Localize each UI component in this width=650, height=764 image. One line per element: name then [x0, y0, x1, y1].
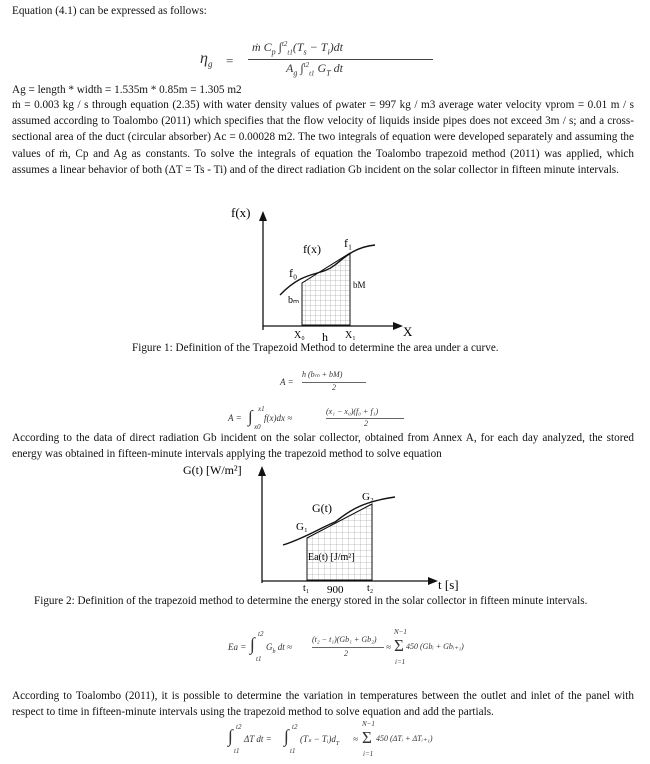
- area-eq-lhs: A =: [280, 377, 294, 387]
- integral-denominator: 2: [364, 419, 368, 428]
- integral-body: f(x)dx ≈: [264, 413, 293, 423]
- energy-sum-sign: Σ: [394, 636, 404, 655]
- figure-1-caption: Figure 1: Definition of the Trapezoid Method to determine the area under a curve.: [132, 342, 499, 354]
- temp-upper2: t2: [292, 723, 298, 731]
- energy-bar: [312, 647, 384, 648]
- x-axis-label: t [s]: [438, 577, 459, 592]
- bM-label: bM: [353, 280, 366, 290]
- energy-upper: t2: [258, 630, 264, 638]
- t1-label: t₁: [303, 583, 310, 594]
- temp-upper1: t2: [236, 723, 242, 731]
- temp-integral2-sign: ∫: [284, 726, 289, 746]
- energy-equation: [228, 628, 464, 674]
- integral-numerator: (x₁ − x₀)(f₀ + f₁): [326, 407, 379, 416]
- temp-lower1: t1: [234, 747, 240, 755]
- energy-numerator: (t₂ − t₁)(Gb₁ + Gb₂): [312, 635, 377, 644]
- temp-body2: $(T_s - Tᵢ)d_T$: [300, 734, 340, 747]
- integral-sign: ∫: [248, 407, 253, 426]
- x0-label: X₀: [294, 330, 305, 341]
- t2-label: t₂: [367, 583, 374, 594]
- f1-label: f₁: [344, 236, 353, 250]
- eq-equals: =: [226, 53, 234, 68]
- y-axis-label: f(x): [231, 205, 251, 220]
- temp-body1: ΔT dt =: [244, 734, 272, 744]
- x1-label: X₁: [345, 330, 356, 341]
- temp-integral1-sign: ∫: [228, 726, 233, 746]
- efficiency-equation: [190, 40, 450, 84]
- intro-text: Equation (4.1) can be expressed as follows:: [12, 5, 207, 17]
- energy-sum-bot: i=1: [395, 658, 406, 666]
- energy-denominator: 2: [344, 649, 348, 658]
- energy-eq-lhs: Ea =: [228, 642, 247, 652]
- area-eq-denominator: 2: [332, 383, 336, 392]
- y-axis-arrow-icon: [258, 466, 266, 476]
- g1-label: G₁: [296, 521, 308, 533]
- temp-sum-body: 450 (ΔTᵢ + ΔTᵢ₊₁): [376, 734, 433, 743]
- temperature-equation: [228, 722, 468, 762]
- interval-label: 900: [327, 584, 344, 595]
- y-axis-label: G(t) [W/m²]: [183, 463, 242, 477]
- paragraph-direct-radiation: According to the data of direct radiation Gb incident on the solar collector, obtained from Annex A, for each day analyzed, the stored energy was obtained in fifteen-minute intervals applying the trapezoid method to solve equation: [12, 432, 634, 461]
- integral-upper: x1: [258, 405, 265, 413]
- figure-2-caption: Figure 2: Definition of the trapezoid method to determine the energy stored in the solar collector in fifteen minute intervals.: [34, 595, 588, 607]
- energy-integral-sign: ∫: [250, 634, 255, 654]
- energy-approx: ≈: [386, 642, 391, 652]
- integral-eq-lhs: A =: [228, 413, 242, 423]
- g2-label: G₂: [362, 491, 374, 503]
- h-label: h: [322, 330, 328, 343]
- area-equation: [280, 372, 400, 396]
- temp-sum-sign: Σ: [362, 728, 372, 747]
- temp-sum-bot: i=1: [363, 750, 374, 758]
- temp-approx: ≈: [353, 734, 358, 744]
- x-axis-label: X: [403, 324, 413, 339]
- energy-sum-top: N−1: [394, 628, 407, 636]
- curve-label: f(x): [303, 242, 321, 256]
- area-line: Ag = length * width = 1.535m * 0.85m = 1.305 m2: [12, 84, 242, 96]
- y-axis-arrow-icon: [259, 211, 267, 221]
- energy-lower: t1: [256, 655, 262, 663]
- x-axis-arrow-icon: [428, 577, 438, 585]
- temp-sum-top: N−1: [362, 720, 375, 728]
- trapezoid-area: [302, 253, 350, 325]
- eq-numerator: ṁ $C_p$ $\int^{t2}_{t1}(T_s - T_i)dt$: [252, 40, 344, 57]
- area-eq-numerator: h (bₘ + bM): [302, 370, 343, 379]
- figure-1-trapezoid-diagram: [225, 205, 425, 343]
- f0-label: f₀: [289, 266, 298, 280]
- eq-denominator: $A_g$ ∫$^{t2}_{t1}$ $G_T$ dt: [286, 61, 344, 78]
- curve-label: G(t): [312, 501, 332, 515]
- energy-sum-body: 450 (Gbᵢ + Gbᵢ₊₁): [406, 642, 464, 651]
- temp-lower2: t1: [290, 747, 296, 755]
- energy-body: $G_b$ dt ≈: [266, 642, 292, 655]
- eq-fraction-bar: [248, 59, 433, 60]
- figure-2-energy-diagram: [180, 460, 470, 595]
- paragraph-temperature: According to Toalombo (2011), it is possible to determine the variation in temperatures between the outlet and inlet of the panel with respect to time in fifteen-minute intervals using the trapezoid method to solve equation and add the partials.: [12, 690, 634, 719]
- eq-lhs: $\eta_g$: [200, 50, 213, 70]
- area-label: Ea(t) [J/m²]: [308, 552, 355, 563]
- bm-label: bₘ: [288, 295, 300, 306]
- energy-area: [307, 504, 372, 580]
- integral-lower: x0: [254, 423, 261, 431]
- x-axis-arrow-icon: [393, 322, 403, 330]
- paragraph-flow-rate: ṁ = 0.003 kg / s through equation (2.35) with water density values of ρwater = 997 kg / m3 average water velocity vprom = 0.01 m / s assumed according to Toalombo (2011) which specifies that the flow velocity of liquids inside pipes does not exceed 3m / s; and a cross-sectional area of the duct (circular absorber) Ac = 0.00028 m2. The two integrals of equation were developed separately and assuming the values of ṁ, Cp and Ag as constants. To solve the integrals of equation the Toalombo trapezoid method (2011) was applied, which assumes a linear behavior of both (ΔT = Ts - Ti) and of the direct radiation Gb incident on the solar collector in fifteen minute intervals.: [12, 99, 634, 176]
